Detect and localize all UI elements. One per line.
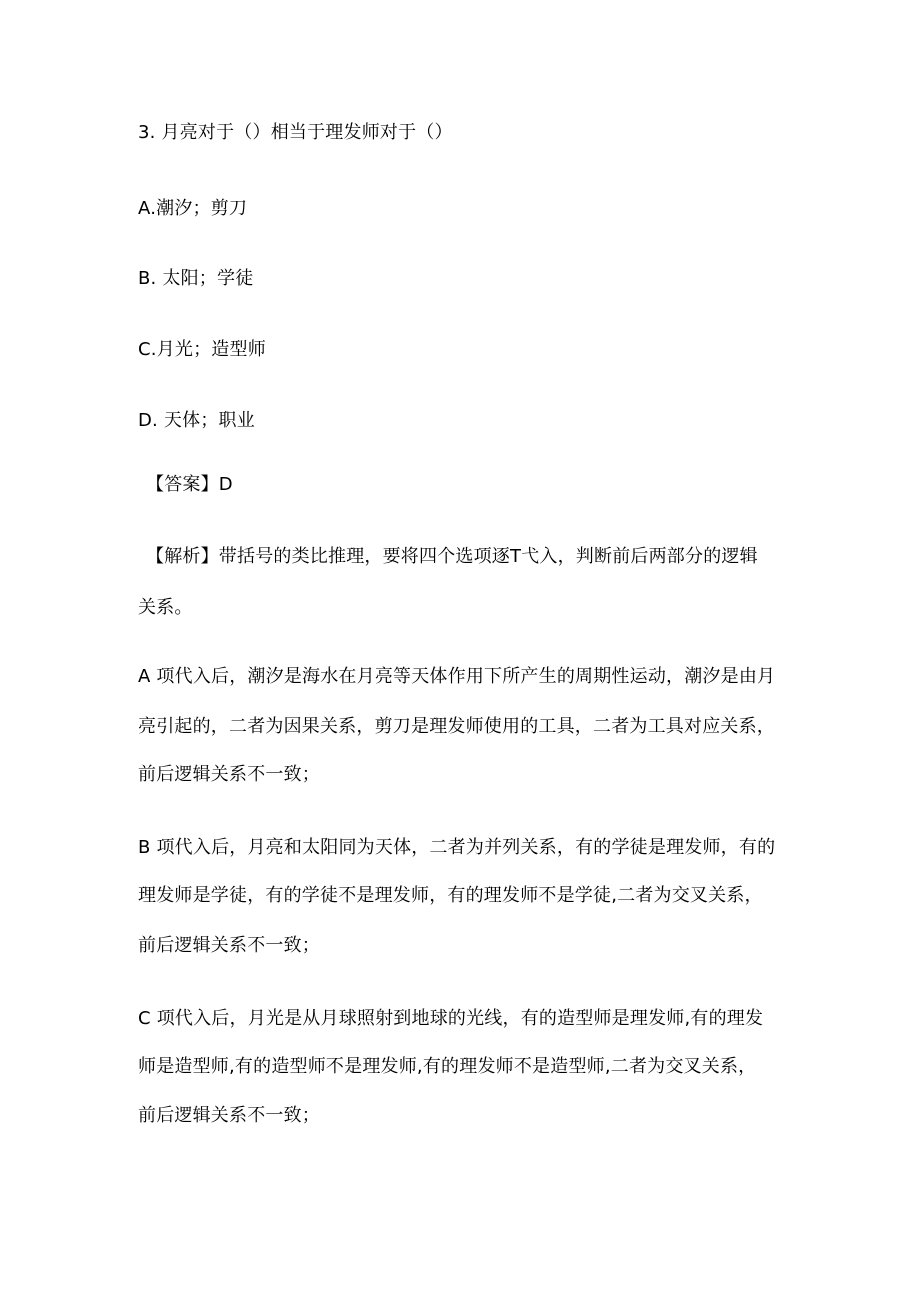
option-b: B. 太阳；学徒 xyxy=(138,268,254,289)
analysis-a-line: A 项代入后，潮汐是海水在月亮等天体作用下所产生的周期性运动，潮汐是由月 xyxy=(138,666,776,687)
analysis-b-line: 前后逻辑关系不一致； xyxy=(138,935,320,956)
option-d: D. 天体；职业 xyxy=(138,410,255,431)
analysis-a-line: 亮引起的，二者为因果关系，剪刀是理发师使用的工具，二者为工具对应关系， xyxy=(138,716,775,737)
analysis-b-line: B 项代入后，月亮和太阳同为天体，二者为并列关系，有的学徒是理发师，有的 xyxy=(138,837,776,858)
question-stem: 3. 月亮对于（）相当于理发师对于（） xyxy=(138,122,453,143)
analysis-c-line: 前后逻辑关系不一致； xyxy=(138,1105,320,1126)
answer-line: 【答案】D xyxy=(146,474,233,495)
analysis-a-line: 前后逻辑关系不一致； xyxy=(138,764,320,785)
option-c: C.月光；造型师 xyxy=(138,339,266,360)
analysis-intro-line: 关系。 xyxy=(138,597,193,618)
option-a: A.潮汐；剪刀 xyxy=(138,198,248,219)
analysis-b-line: 理发师是学徒，有的学徒不是理发师，有的理发师不是学徒,二者为交叉关系， xyxy=(138,885,763,906)
analysis-c-line: C 项代入后，月光是从月球照射到地球的光线，有的造型师是理发师,有的理发 xyxy=(138,1008,764,1029)
analysis-c-line: 师是造型师,有的造型师不是理发师,有的理发师不是造型师,二者为交叉关系， xyxy=(138,1056,757,1077)
analysis-intro-line: 【解析】带括号的类比推理，要将四个选项逐T弋入，判断前后两部分的逻辑 xyxy=(146,546,758,567)
